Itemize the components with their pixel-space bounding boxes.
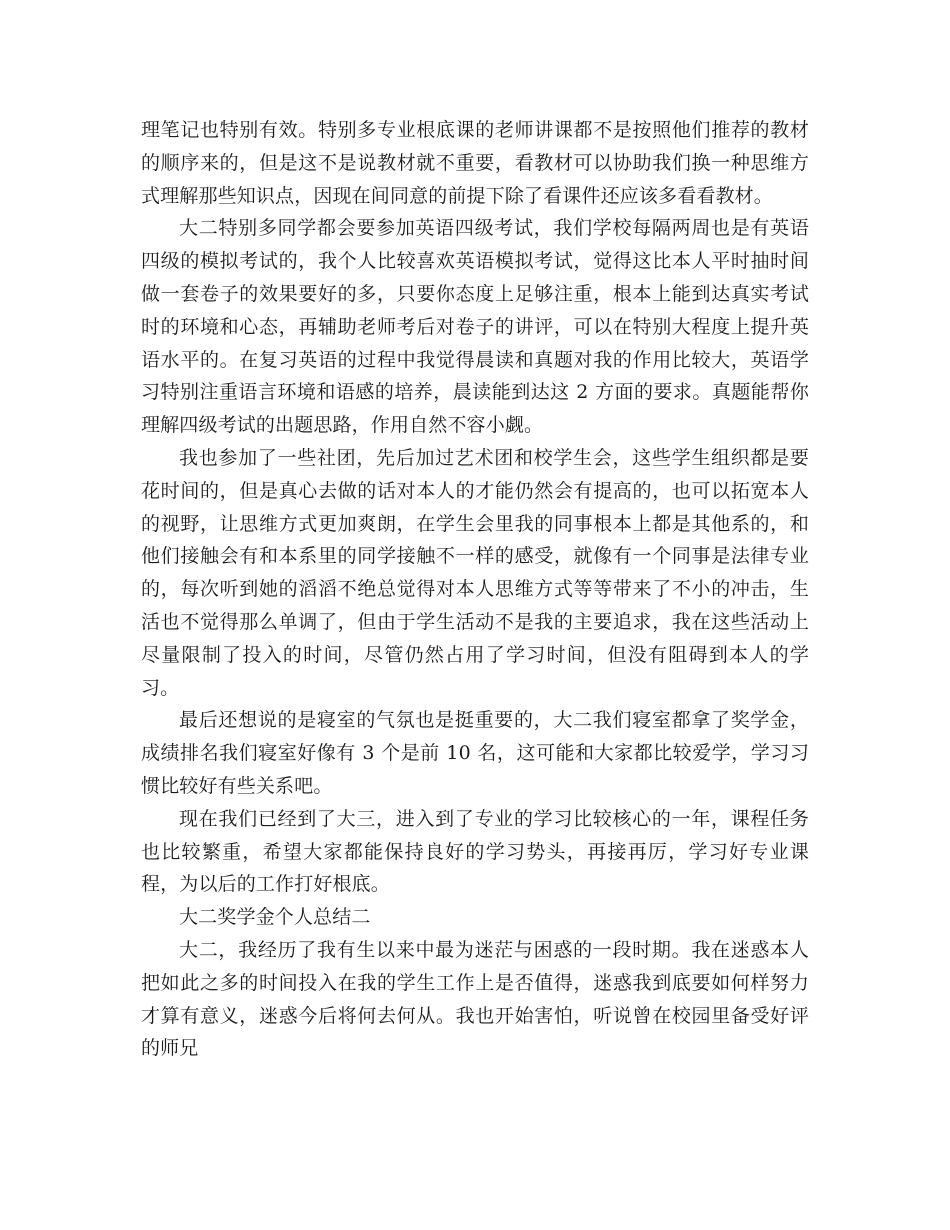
section-heading: 大二奖学金个人总结二 [179,906,371,929]
paragraph-junior-year: 现在我们已经到了大三，进入到了专业的学习比较核心的一年，课程任务也比较繁重，希望大家都能保持良好的学习势头，再接再厉，学习好专业课程，为以后的工作打好根底。 [141,807,809,896]
document-body [141,114,809,1065]
paragraph-clubs: 我也参加了一些社团，先后加过艺术团和校学生会，这些学生组织都是要花时间的，但是真心去做的话对本人的才能仍然会有提高的，也可以拓宽本人的视野，让思维方式更加爽朗，在学生会里我的同事根本上都是其他系的，和他们接触会有和本系里的同学接触不一样的感受，就像有一个同事是法律专业的，每次听到她的滔滔不绝总觉得对本人思维方式等等带来了不小的冲击，生活也不觉得那么单调了，但由于学生活动不是我的主要追求，我在这些活动上尽量限制了投入的时间，尽管仍然占用了学习时间，但没有阻碍到本人的学习。 [141,446,809,699]
paragraph-continuation: 理笔记也特别有效。特别多专业根底课的老师讲课都不是按照他们推荐的教材的顺序来的，但是这不是说教材就不重要，看教材可以协助我们换一种思维方式理解那些知识点，因现在间同意的前提下除了看课件还应该多看看教材。 [141,119,809,207]
paragraph-dorm: 最后还想说的是寝室的气氛也是挺重要的，大二我们寝室都拿了奖学金，成绩排名我们寝室好像有 3 个是前 10 名，这可能和大家都比较爱学，学习习惯比较好有些关系吧。 [141,709,809,797]
paragraph-english-exam: 大二特别多同学都会要参加英语四级考试，我们学校每隔两周也是有英语四级的模拟考试的，我个人比较喜欢英语模拟考试，觉得这比本人平时抽时间做一套卷子的效果要好的多，只要你态度上足够注重，根本上能到达真实考试时的环境和心态，再辅助老师考后对卷子的讲评，可以在特别大程度上提升英语水平的。在复习英语的过程中我觉得晨读和真题对我的作用比较大，英语学习特别注重语言环境和语感的培养，晨读能到达这 2 方面的要求。真题能帮你理解四级考试的出题思路，作用自然不容小觑。 [141,217,809,437]
paragraph-summary-two: 大二，我经历了我有生以来中最为迷茫与困惑的一段时期。我在迷惑本人把如此之多的时间投入在我的学生工作上是否值得，迷惑我到底要如何样努力才算有意义，迷惑今后将何去何从。我也开始害怕，听说曾在校园里备受好评的师兄 [141,938,809,1060]
